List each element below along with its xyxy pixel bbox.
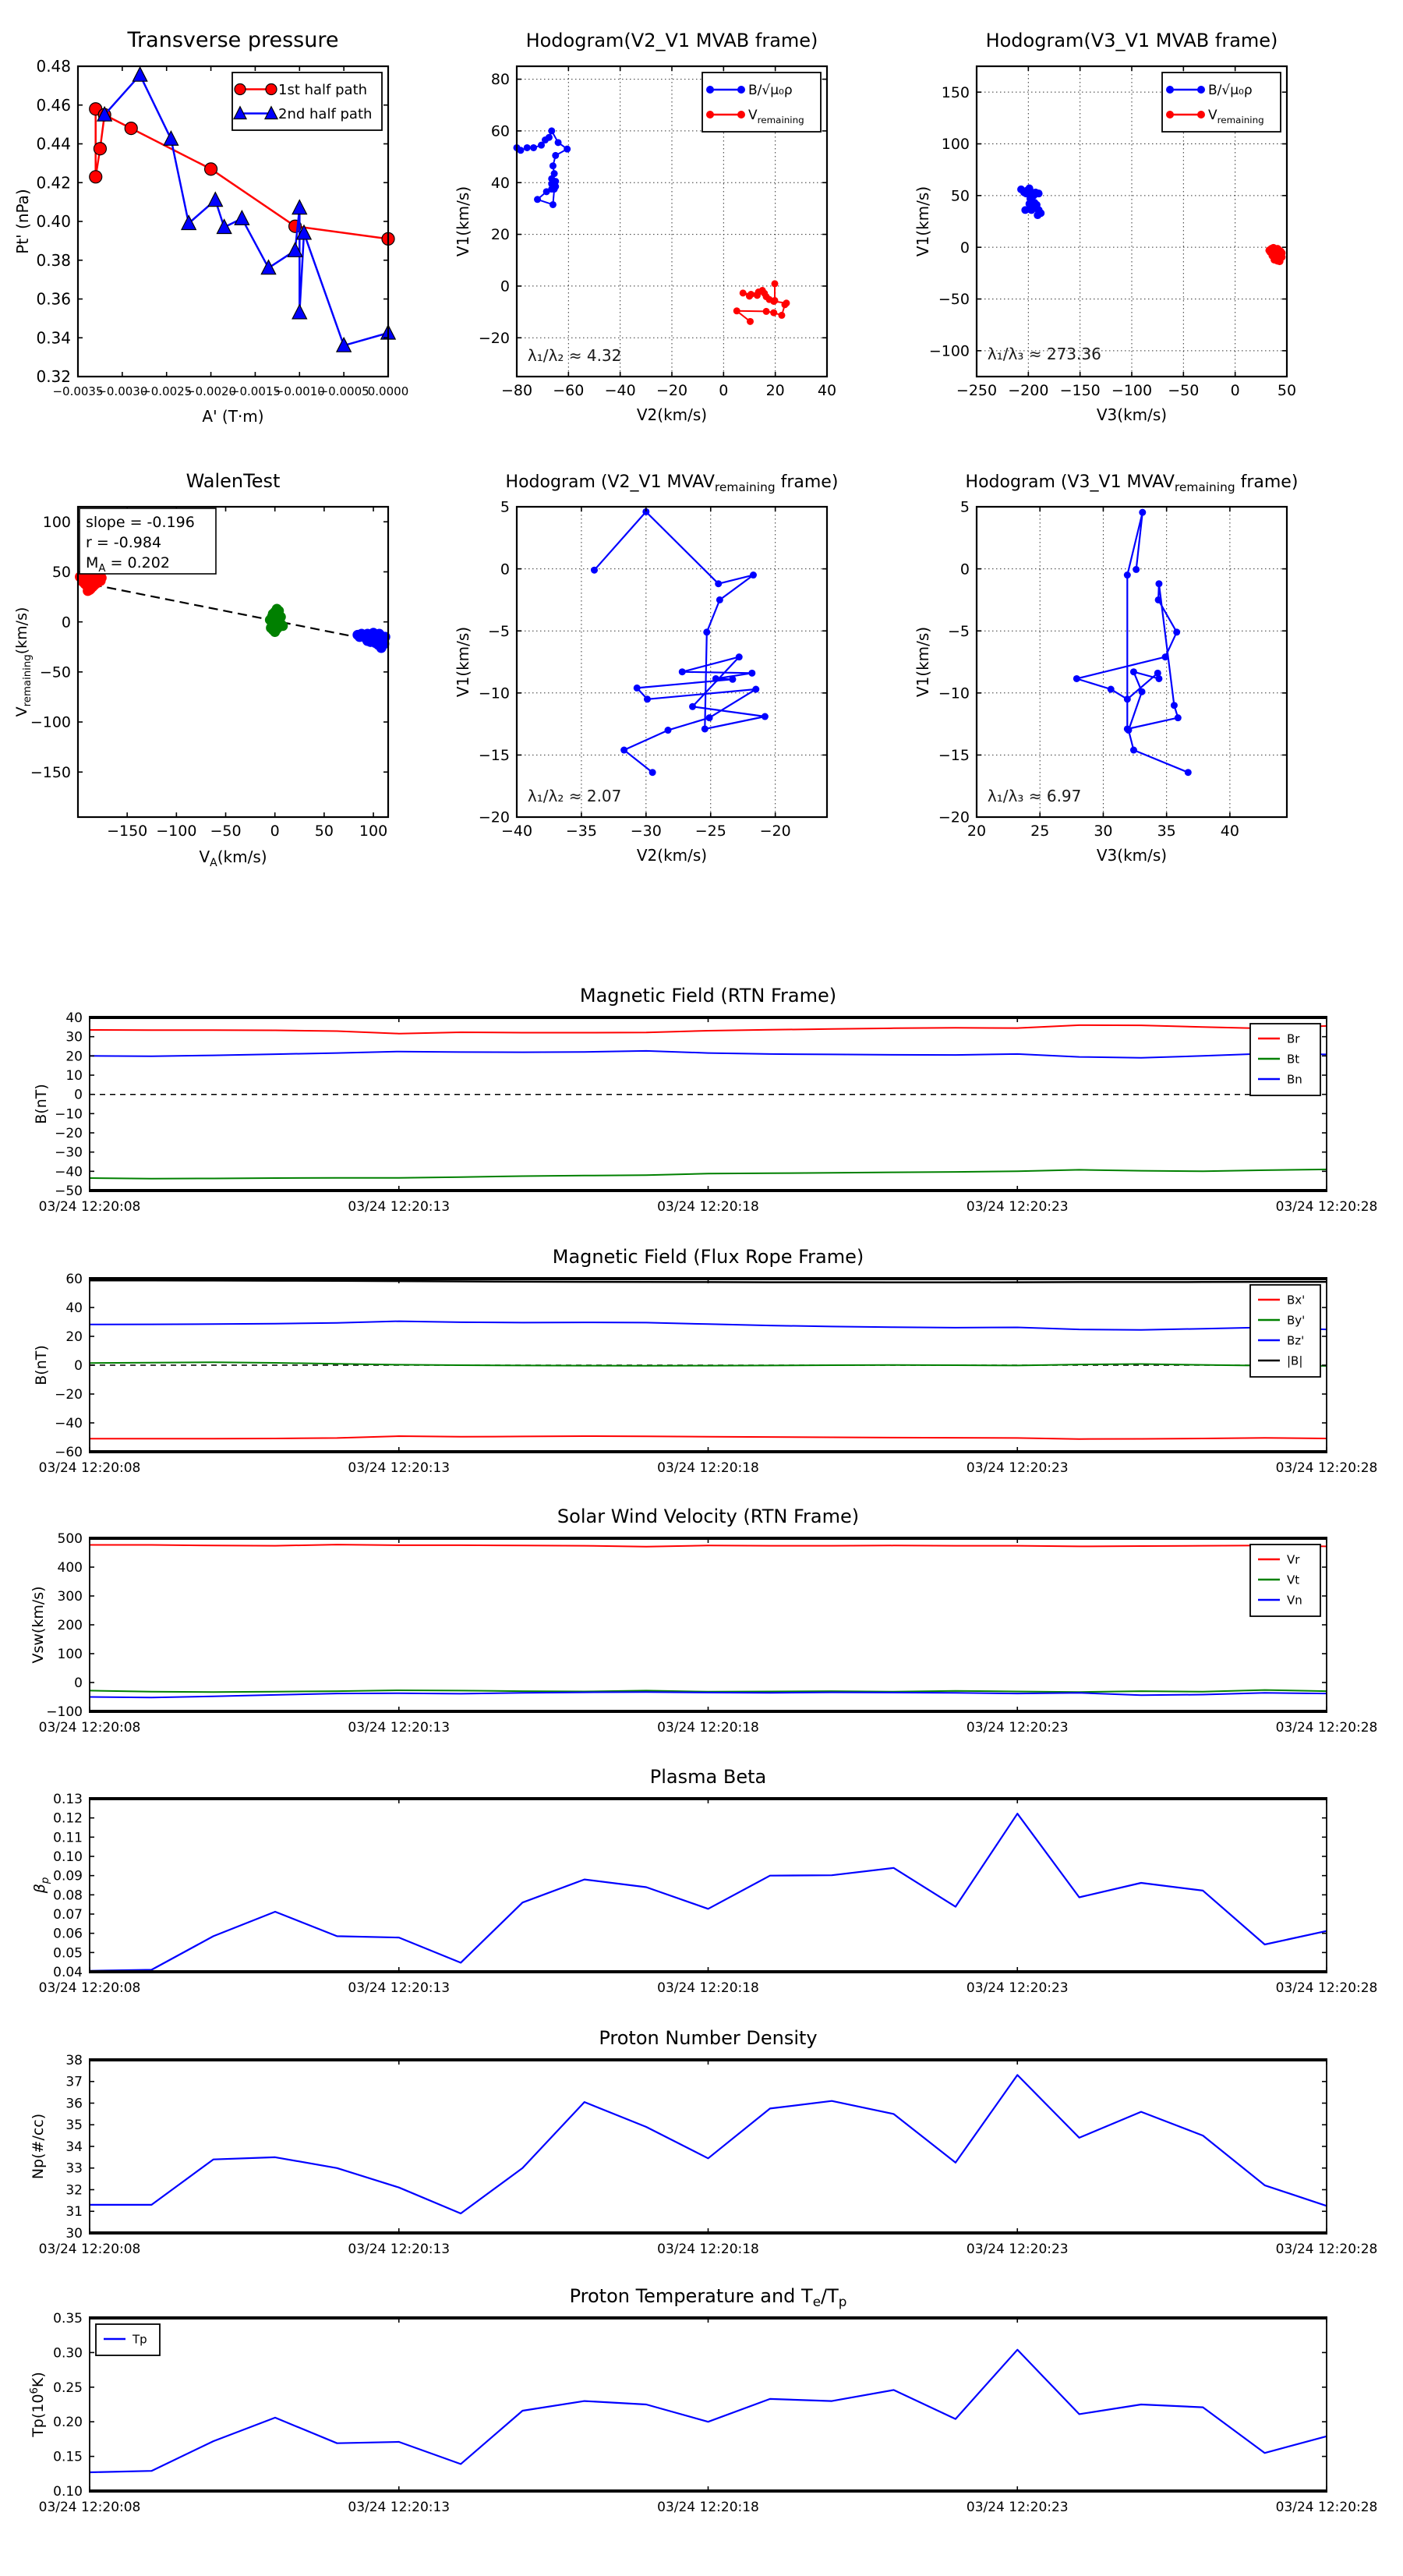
y-tick-label: −100 [30, 713, 71, 731]
x-tick-label: 03/24 12:20:08 [38, 1460, 141, 1476]
magnetic-field-rtn-frame [90, 1017, 1327, 1191]
y-tick-label: 0.46 [36, 95, 71, 115]
plasma-beta-ylabel: $\beta_p$ [31, 1877, 51, 1894]
annotation: λ₁/λ₂ ≈ 4.32 [527, 346, 622, 366]
legend-label: Vr [1287, 1552, 1300, 1567]
proton-temperature-legend [96, 2324, 160, 2355]
magnetic-field-flux-rope-plot [33, 1246, 1377, 1476]
x-tick-label: −20 [656, 382, 688, 399]
y-tick-label: 10 [65, 1067, 83, 1084]
x-tick-label: 03/24 12:20:13 [348, 2242, 451, 2257]
magnetic-field-rtn-series-Bt [90, 1169, 1327, 1179]
x-tick-label: 03/24 12:20:13 [348, 2500, 451, 2515]
magnetic-field-flux-rope-title: Magnetic Field (Flux Rope Frame) [552, 1246, 864, 1268]
solar-wind-velocity-frame [90, 1538, 1327, 1711]
y-tick-label: 0.30 [53, 2345, 83, 2362]
legend-label: By' [1287, 1313, 1306, 1328]
y-tick-label: 0.35 [53, 2310, 83, 2327]
infobox-line: r = -0.984 [86, 534, 162, 551]
x-tick-label: −100 [1111, 382, 1153, 399]
transverse-pressure-ylabel: Pt' (nPa) [13, 189, 32, 254]
y-tick-label: −40 [55, 1164, 83, 1180]
hodogram-v2v1-mvav-frame [517, 507, 827, 817]
y-tick-label: 30 [65, 2225, 83, 2242]
x-tick-label: 03/24 12:20:28 [1275, 1980, 1378, 1996]
hodogram-v3v1-mvab-ylabel: V1(km/s) [914, 186, 932, 257]
y-tick-label: 0.32 [36, 367, 71, 386]
y-tick-label: −50 [938, 291, 970, 309]
y-tick-label: 0 [61, 614, 71, 632]
y-tick-label: −20 [938, 809, 970, 826]
x-tick-label: 03/24 12:20:23 [966, 1980, 1069, 1996]
hodogram-v3v1-mvab-plot [914, 30, 1296, 424]
x-tick-label: 03/24 12:20:28 [1275, 2500, 1378, 2515]
hodogram-v3v1-mvav-ylabel: V1(km/s) [914, 626, 932, 698]
y-tick-label: −100 [928, 342, 970, 360]
solar-wind-velocity-plot [30, 1506, 1377, 1736]
proton-temperature-ylabel: $Tp(10^6K)$ [29, 2372, 47, 2437]
x-tick-label: −0.0025 [141, 384, 193, 398]
infobox-line: $M_A = 0.202$ [86, 554, 170, 575]
y-tick-label: 40 [490, 174, 510, 192]
hodogram-v2v1-mvab-title: Hodogram(V2_V1 MVAB frame) [525, 30, 818, 51]
y-tick-label: 0 [959, 561, 970, 579]
transverse-pressure-title: Transverse pressure [127, 28, 339, 52]
x-tick-label: −80 [500, 382, 533, 399]
solar-wind-velocity-series-Vn [90, 1692, 1327, 1697]
y-tick-label: 0.04 [53, 1964, 83, 1980]
x-tick-label: −50 [210, 823, 242, 840]
y-tick-label: 0.36 [36, 289, 71, 309]
y-tick-label: 0 [500, 561, 510, 579]
x-tick-label: −60 [553, 382, 585, 399]
y-tick-label: −150 [30, 763, 71, 781]
y-tick-label: −5 [947, 622, 970, 640]
annotation: λ₁/λ₃ ≈ 6.97 [987, 787, 1082, 806]
x-tick-label: 03/24 12:20:28 [1275, 1460, 1378, 1476]
x-tick-label: 0 [1230, 382, 1240, 399]
magnetic-field-flux-rope-series-Bx-prime [90, 1436, 1327, 1439]
y-tick-label: −10 [938, 685, 970, 702]
x-tick-label: −0.0005 [318, 384, 369, 398]
walen-test-series-fit-line [78, 582, 388, 643]
x-tick-label: 03/24 12:20:23 [966, 1720, 1069, 1736]
y-tick-label: 150 [941, 83, 970, 101]
y-tick-label: 0.38 [36, 250, 71, 270]
x-tick-label: 03/24 12:20:18 [657, 2500, 759, 2515]
y-tick-label: 500 [57, 1530, 83, 1547]
x-tick-label: −35 [565, 823, 597, 840]
x-tick-label: 0 [719, 382, 729, 399]
x-tick-label: 03/24 12:20:08 [38, 1199, 141, 1215]
y-tick-label: 20 [490, 226, 510, 244]
y-tick-label: 0.44 [36, 134, 71, 154]
solar-wind-velocity-ylabel: Vsw(km/s) [30, 1586, 47, 1664]
legend-label: $V_{remaining}$ [748, 107, 804, 126]
plasma-beta-title: Plasma Beta [649, 1766, 767, 1788]
x-tick-label: 0.0000 [367, 384, 409, 398]
y-tick-label: 0.05 [53, 1945, 83, 1962]
plasma-beta-series-beta-p [90, 1813, 1327, 1971]
plasma-beta-plot [31, 1766, 1377, 1996]
solar-wind-velocity-series-Vt [90, 1690, 1327, 1693]
x-tick-label: 03/24 12:20:18 [657, 1460, 759, 1476]
hodogram-v3v1-mvab-legend [1162, 73, 1281, 132]
y-tick-label: 80 [490, 71, 510, 89]
magnetic-field-rtn-title: Magnetic Field (RTN Frame) [579, 985, 837, 1007]
y-tick-label: 34 [65, 2139, 83, 2155]
x-tick-label: 20 [967, 823, 987, 840]
y-tick-label: −20 [55, 1386, 83, 1403]
y-tick-label: −5 [487, 622, 510, 640]
y-tick-label: −20 [478, 809, 510, 826]
x-tick-label: −20 [759, 823, 791, 840]
x-tick-label: 03/24 12:20:13 [348, 1720, 451, 1736]
x-tick-label: 03/24 12:20:18 [657, 1720, 759, 1736]
y-tick-label: 5 [959, 498, 970, 516]
y-tick-label: −10 [478, 685, 510, 702]
y-tick-label: −30 [55, 1145, 83, 1161]
y-tick-label: −10 [55, 1106, 83, 1123]
hodogram-v3v1-mvab-xlabel: V3(km/s) [1096, 405, 1168, 424]
magnetic-field-rtn-plot [33, 985, 1377, 1215]
y-tick-label: −50 [39, 663, 71, 681]
infobox-line: slope = -0.196 [86, 514, 195, 531]
x-tick-label: 35 [1157, 823, 1176, 840]
x-tick-label: −40 [500, 823, 533, 840]
hodogram-v3v1-mvav-series-hodogram-path [1076, 512, 1188, 773]
magnetic-field-rtn-series-Br [90, 1025, 1327, 1034]
plasma-beta-frame [90, 1799, 1327, 1972]
x-tick-label: 03/24 12:20:28 [1275, 1720, 1378, 1736]
x-tick-label: 03/24 12:20:23 [966, 1460, 1069, 1476]
y-tick-label: 50 [51, 564, 71, 582]
legend-label: |B| [1287, 1353, 1303, 1368]
legend-label: Br [1287, 1031, 1300, 1046]
y-tick-label: 0.07 [53, 1906, 83, 1923]
y-tick-label: 0.10 [53, 1849, 83, 1865]
y-tick-label: 35 [65, 2118, 83, 2134]
magnetic-field-flux-rope-series-Bz-prime [90, 1322, 1327, 1330]
proton-temperature-plot [29, 2285, 1377, 2515]
hodogram-v2v1-mvav-ylabel: V1(km/s) [454, 626, 472, 698]
legend-label: Tp [133, 2332, 147, 2347]
x-tick-label: 03/24 12:20:08 [38, 1980, 141, 1996]
legend-label: Vt [1287, 1573, 1300, 1587]
x-tick-label: 0 [270, 823, 280, 840]
magnetic-field-rtn-ylabel: B(nT) [33, 1084, 50, 1124]
y-tick-label: 0.09 [53, 1868, 83, 1884]
legend-label: 1st half path [278, 81, 368, 98]
y-tick-label: 0.40 [36, 212, 71, 231]
x-tick-label: 03/24 12:20:13 [348, 1199, 451, 1215]
x-tick-label: 40 [817, 382, 837, 399]
solar-wind-velocity-legend [1250, 1545, 1320, 1616]
magnetic-field-rtn-legend [1250, 1024, 1320, 1095]
x-tick-label: −40 [604, 382, 636, 399]
x-tick-label: 03/24 12:20:13 [348, 1460, 451, 1476]
x-tick-label: −150 [1059, 382, 1101, 399]
y-tick-label: 36 [65, 2096, 83, 2112]
y-tick-label: 100 [42, 513, 71, 531]
hodogram-v2v1-mvab-plot [454, 30, 836, 424]
proton-number-density-ylabel: Np(#/cc) [30, 2113, 47, 2180]
walen-test-xlabel: $V_A(km/s)$ [199, 847, 267, 869]
proton-number-density-title: Proton Number Density [599, 2027, 818, 2049]
x-tick-label: −200 [1008, 382, 1049, 399]
y-tick-label: 33 [65, 2160, 83, 2177]
annotation: λ₁/λ₂ ≈ 2.07 [527, 787, 622, 806]
magnetic-field-flux-rope-legend [1250, 1285, 1320, 1377]
annotation: λ₁/λ₃ ≈ 273.36 [987, 345, 1101, 364]
x-tick-label: 03/24 12:20:13 [348, 1980, 451, 1996]
y-tick-label: −60 [55, 1444, 83, 1460]
transverse-pressure-plot [13, 28, 408, 426]
x-tick-label: 03/24 12:20:23 [966, 2500, 1069, 2515]
y-tick-label: 300 [57, 1588, 83, 1605]
x-tick-label: −50 [1168, 382, 1200, 399]
y-tick-label: −20 [478, 329, 510, 347]
y-tick-label: 31 [65, 2204, 83, 2220]
x-tick-label: 03/24 12:20:28 [1275, 2242, 1378, 2257]
y-tick-label: −15 [478, 747, 510, 765]
legend-label: B/√μ₀ρ [748, 82, 793, 98]
y-tick-label: −50 [55, 1183, 83, 1199]
y-tick-label: 400 [57, 1559, 83, 1576]
legend-label: Bt [1287, 1052, 1300, 1067]
y-tick-label: 20 [65, 1049, 83, 1065]
legend-label: Vn [1287, 1593, 1302, 1608]
y-tick-label: 0.12 [53, 1810, 83, 1827]
proton-temperature-title: Proton Temperature and $T_e/T_p$ [569, 2285, 847, 2309]
y-tick-label: 0.15 [53, 2449, 83, 2465]
y-tick-label: −20 [55, 1125, 83, 1141]
hodogram-v3v1-mvav-title: Hodogram (V3_V1 $MVAV_{remaining}$ frame) [965, 472, 1299, 494]
x-tick-label: 03/24 12:20:18 [657, 2242, 759, 2257]
x-tick-label: 40 [1220, 823, 1239, 840]
legend-label: B/√μ₀ρ [1208, 82, 1253, 98]
proton-number-density-frame [90, 2060, 1327, 2233]
y-tick-label: 0.11 [53, 1830, 83, 1846]
y-tick-label: 0 [959, 239, 970, 257]
x-tick-label: 20 [765, 382, 785, 399]
y-tick-label: −15 [938, 747, 970, 765]
y-tick-label: 0 [74, 1087, 83, 1103]
y-tick-label: 50 [950, 187, 970, 205]
x-tick-label: 25 [1030, 823, 1050, 840]
legend-label: Bn [1287, 1072, 1302, 1087]
x-tick-label: −0.0020 [186, 384, 237, 398]
y-tick-label: 60 [490, 122, 510, 140]
y-tick-label: 200 [57, 1617, 83, 1633]
y-tick-label: −100 [46, 1704, 83, 1720]
legend-label: $V_{remaining}$ [1208, 107, 1264, 126]
hodogram-v2v1-mvab-xlabel: V2(km/s) [636, 405, 708, 424]
x-tick-label: 03/24 12:20:28 [1275, 1199, 1378, 1215]
y-tick-label: 0.20 [53, 2415, 83, 2431]
walen-test-ylabel: $V_{remaining}(km/s)$ [13, 607, 34, 717]
y-tick-label: 0 [74, 1357, 83, 1374]
y-tick-label: 0.06 [53, 1926, 83, 1942]
x-tick-label: 03/24 12:20:23 [966, 1199, 1069, 1215]
legend-label: Bx' [1287, 1293, 1306, 1307]
x-tick-label: −150 [107, 823, 148, 840]
hodogram-v2v1-mvab-legend [702, 73, 821, 132]
proton-number-density-series-Np [90, 2075, 1327, 2213]
y-tick-label: 0.10 [53, 2483, 83, 2500]
y-tick-label: 0.08 [53, 1888, 83, 1904]
walen-test-title: WalenTest [186, 470, 281, 492]
walen-test-plot [13, 470, 391, 869]
y-tick-label: 60 [65, 1271, 83, 1287]
legend-label: 2nd half path [278, 105, 373, 122]
hodogram-v2v1-mvav-title: Hodogram (V2_V1 $MVAV_{remaining}$ frame) [505, 472, 839, 494]
legend-label: Bz' [1287, 1333, 1305, 1348]
y-tick-label: 0.13 [53, 1791, 83, 1807]
hodogram-v2v1-mvav-plot [454, 472, 838, 865]
magnetic-field-flux-rope-ylabel: B(nT) [33, 1345, 50, 1385]
y-tick-label: 38 [65, 2052, 83, 2068]
x-tick-label: −250 [956, 382, 998, 399]
y-tick-label: 0.34 [36, 328, 71, 348]
magnetic-field-rtn-series-Bn [90, 1051, 1327, 1058]
x-tick-label: −0.0030 [97, 384, 148, 398]
x-tick-label: −0.0010 [274, 384, 325, 398]
y-tick-label: 5 [500, 498, 510, 516]
x-tick-label: −0.0035 [52, 384, 104, 398]
proton-temperature-series-Tp [90, 2350, 1327, 2472]
x-tick-label: 03/24 12:20:18 [657, 1980, 759, 1996]
x-tick-label: −25 [694, 823, 726, 840]
x-tick-label: −0.0015 [229, 384, 281, 398]
y-tick-label: 37 [65, 2074, 83, 2090]
y-tick-label: 0.48 [36, 57, 71, 76]
hodogram-v2v1-mvav-xlabel: V2(km/s) [636, 846, 708, 865]
x-tick-label: 30 [1094, 823, 1113, 840]
y-tick-label: 40 [65, 1010, 83, 1026]
hodogram-v3v1-mvab-title: Hodogram(V3_V1 MVAB frame) [985, 30, 1278, 51]
y-tick-label: 40 [65, 1300, 83, 1316]
hodogram-v2v1-mvab-ylabel: V1(km/s) [454, 186, 472, 257]
x-tick-label: 03/24 12:20:08 [38, 2500, 141, 2515]
x-tick-label: 03/24 12:20:23 [966, 2242, 1069, 2257]
x-tick-label: 50 [314, 823, 334, 840]
x-tick-label: 03/24 12:20:08 [38, 1720, 141, 1736]
y-tick-label: 100 [57, 1646, 83, 1662]
y-tick-label: 0.25 [53, 2380, 83, 2396]
hodogram-v3v1-mvav-plot [914, 472, 1298, 865]
y-tick-label: 20 [65, 1329, 83, 1345]
hodogram-v2v1-mvav-series-hodogram-path [595, 511, 765, 772]
x-tick-label: 50 [1277, 382, 1297, 399]
solar-wind-velocity-title: Solar Wind Velocity (RTN Frame) [557, 1506, 860, 1527]
transverse-pressure-legend [232, 73, 382, 130]
y-tick-label: 0 [74, 1675, 83, 1691]
transverse-pressure-xlabel: A' (T·m) [202, 407, 264, 426]
x-tick-label: 100 [359, 823, 388, 840]
x-tick-label: 03/24 12:20:08 [38, 2242, 141, 2257]
y-tick-label: 32 [65, 2182, 83, 2199]
x-tick-label: −30 [630, 823, 662, 840]
hodogram-v3v1-mvav-xlabel: V3(km/s) [1096, 846, 1168, 865]
y-tick-label: 30 [65, 1029, 83, 1046]
y-tick-label: −40 [55, 1415, 83, 1431]
y-tick-label: 0 [500, 278, 510, 295]
x-tick-label: −100 [156, 823, 197, 840]
proton-number-density-plot [30, 2027, 1377, 2257]
solar-wind-velocity-series-Vr [90, 1545, 1327, 1547]
y-tick-label: 0.42 [36, 173, 71, 193]
y-tick-label: 100 [941, 136, 970, 154]
x-tick-label: 03/24 12:20:18 [657, 1199, 759, 1215]
